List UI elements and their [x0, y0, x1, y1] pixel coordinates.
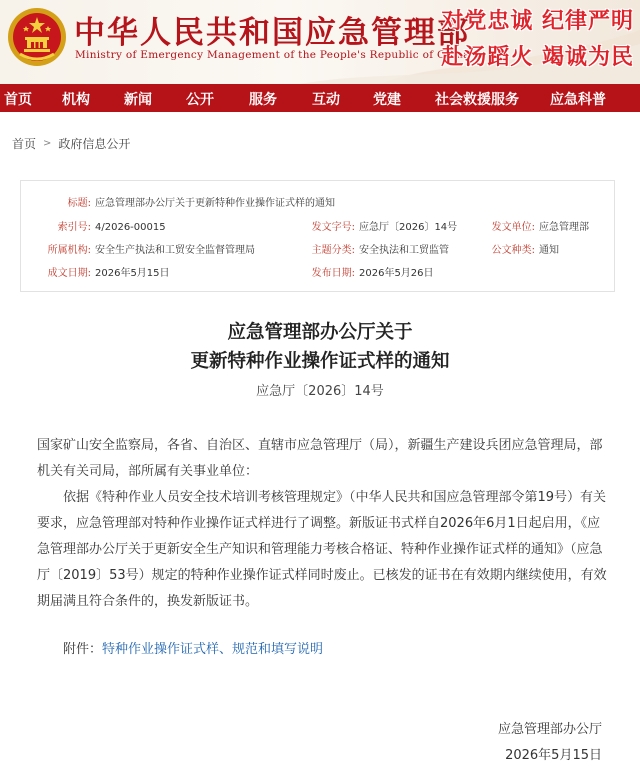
meta-row-dates [21, 264, 614, 284]
signature-date: 2026年5月15日 [505, 748, 602, 763]
nav-item-party[interactable]: 党建 [373, 92, 401, 108]
ministry-title-en: Ministry of Emergency Management of the People's Republic of China [75, 49, 470, 61]
document-recipients: 国家矿山安全监察局，各省、自治区、直辖市应急管理厅（局），新疆生产建设兵团应急管理局，部机关有关司局，部所属有关事业单位： [37, 438, 603, 479]
breadcrumb-current[interactable]: 政府信息公开 [58, 137, 131, 151]
meta-docno-label: 发文字号: [311, 222, 355, 233]
meta-type-label: 公文种类: [491, 245, 535, 256]
meta-title-label: 标题: [67, 198, 91, 209]
meta-row-title [21, 194, 614, 214]
breadcrumb-home[interactable]: 首页 [12, 137, 37, 151]
document-body-text: 依据《特种作业人员安全技术培训考核管理规定》（中华人民共和国应急管理部令第19号）有关要求，应急管理部对特种作业操作证式样进行了调整。新版证书式样自2026年6月1日起启用，《应急管理部办公厅关于更新安全生产知识和管理能力考核合格证、特种作业操作证式样的通知》（应急厅〔2019〕53号）规定的特种作业操作证式样同时废止。已核发的证书在有效期内继续使用，有效期届满且符合条件的，换发新版证书。 [37, 490, 607, 609]
meta-dept-value: 安全生产执法和工贸安全监督管理局 [95, 245, 255, 256]
document-metadata-box [20, 180, 615, 292]
document-title-line-2: 更新特种作业操作证式样的通知 [190, 351, 450, 372]
meta-written-value: 2026年5月15日 [95, 268, 170, 279]
meta-topic-value: 安全执法和工贸监管 [359, 245, 449, 256]
motto-line-1: 对党忠诚 纪律严明 [441, 8, 634, 34]
meta-topic-label: 主题分类: [311, 245, 355, 256]
ministry-title-cn: 中华人民共和国应急管理部 [74, 15, 470, 51]
nav-item-disclosure[interactable]: 公开 [186, 92, 214, 108]
nav-item-news[interactable]: 新闻 [124, 92, 152, 108]
nav-item-home[interactable]: 首页 [4, 92, 32, 108]
header-banner [0, 0, 640, 84]
breadcrumb [12, 135, 130, 152]
nav-item-science[interactable]: 应急科普 [550, 92, 606, 108]
meta-issuer-label: 发文单位: [491, 222, 535, 233]
meta-row-dept [21, 241, 614, 261]
document-number: 应急厅〔2026〕14号 [256, 384, 384, 399]
meta-issuer-value: 应急管理部 [539, 222, 589, 233]
meta-type-value: 通知 [539, 245, 559, 256]
main-nav [0, 84, 640, 112]
meta-index-value: 4/2026-00015 [95, 222, 166, 233]
signature-organization: 应急管理部办公厅 [497, 722, 602, 737]
national-emblem-icon [6, 6, 68, 68]
breadcrumb-separator-icon: > [43, 138, 52, 149]
meta-title-value: 应急管理部办公厅关于更新特种作业操作证式样的通知 [95, 198, 335, 209]
nav-item-interaction[interactable]: 互动 [312, 92, 340, 108]
meta-dept-label: 所属机构: [47, 245, 91, 256]
motto-line-2: 赴汤蹈火 竭诚为民 [441, 44, 634, 70]
attachment-link[interactable]: 特种作业操作证式样、规范和填写说明 [102, 642, 324, 657]
nav-item-organization[interactable]: 机构 [62, 92, 90, 108]
nav-item-rescue-services[interactable]: 社会救援服务 [435, 92, 519, 108]
document-attachment [63, 638, 323, 657]
meta-published-value: 2026年5月26日 [359, 268, 434, 279]
meta-row-index [21, 218, 614, 238]
meta-published-label: 发布日期: [311, 268, 355, 279]
document-title-line-1: 应急管理部办公厅关于 [227, 322, 413, 343]
attachment-label: 附件： [63, 642, 103, 657]
meta-docno-value: 应急厅〔2026〕14号 [359, 222, 458, 233]
meta-written-label: 成文日期: [47, 268, 91, 279]
meta-index-label: 索引号: [57, 222, 91, 233]
nav-item-services[interactable]: 服务 [249, 92, 277, 108]
document-body-paragraph [37, 485, 607, 615]
